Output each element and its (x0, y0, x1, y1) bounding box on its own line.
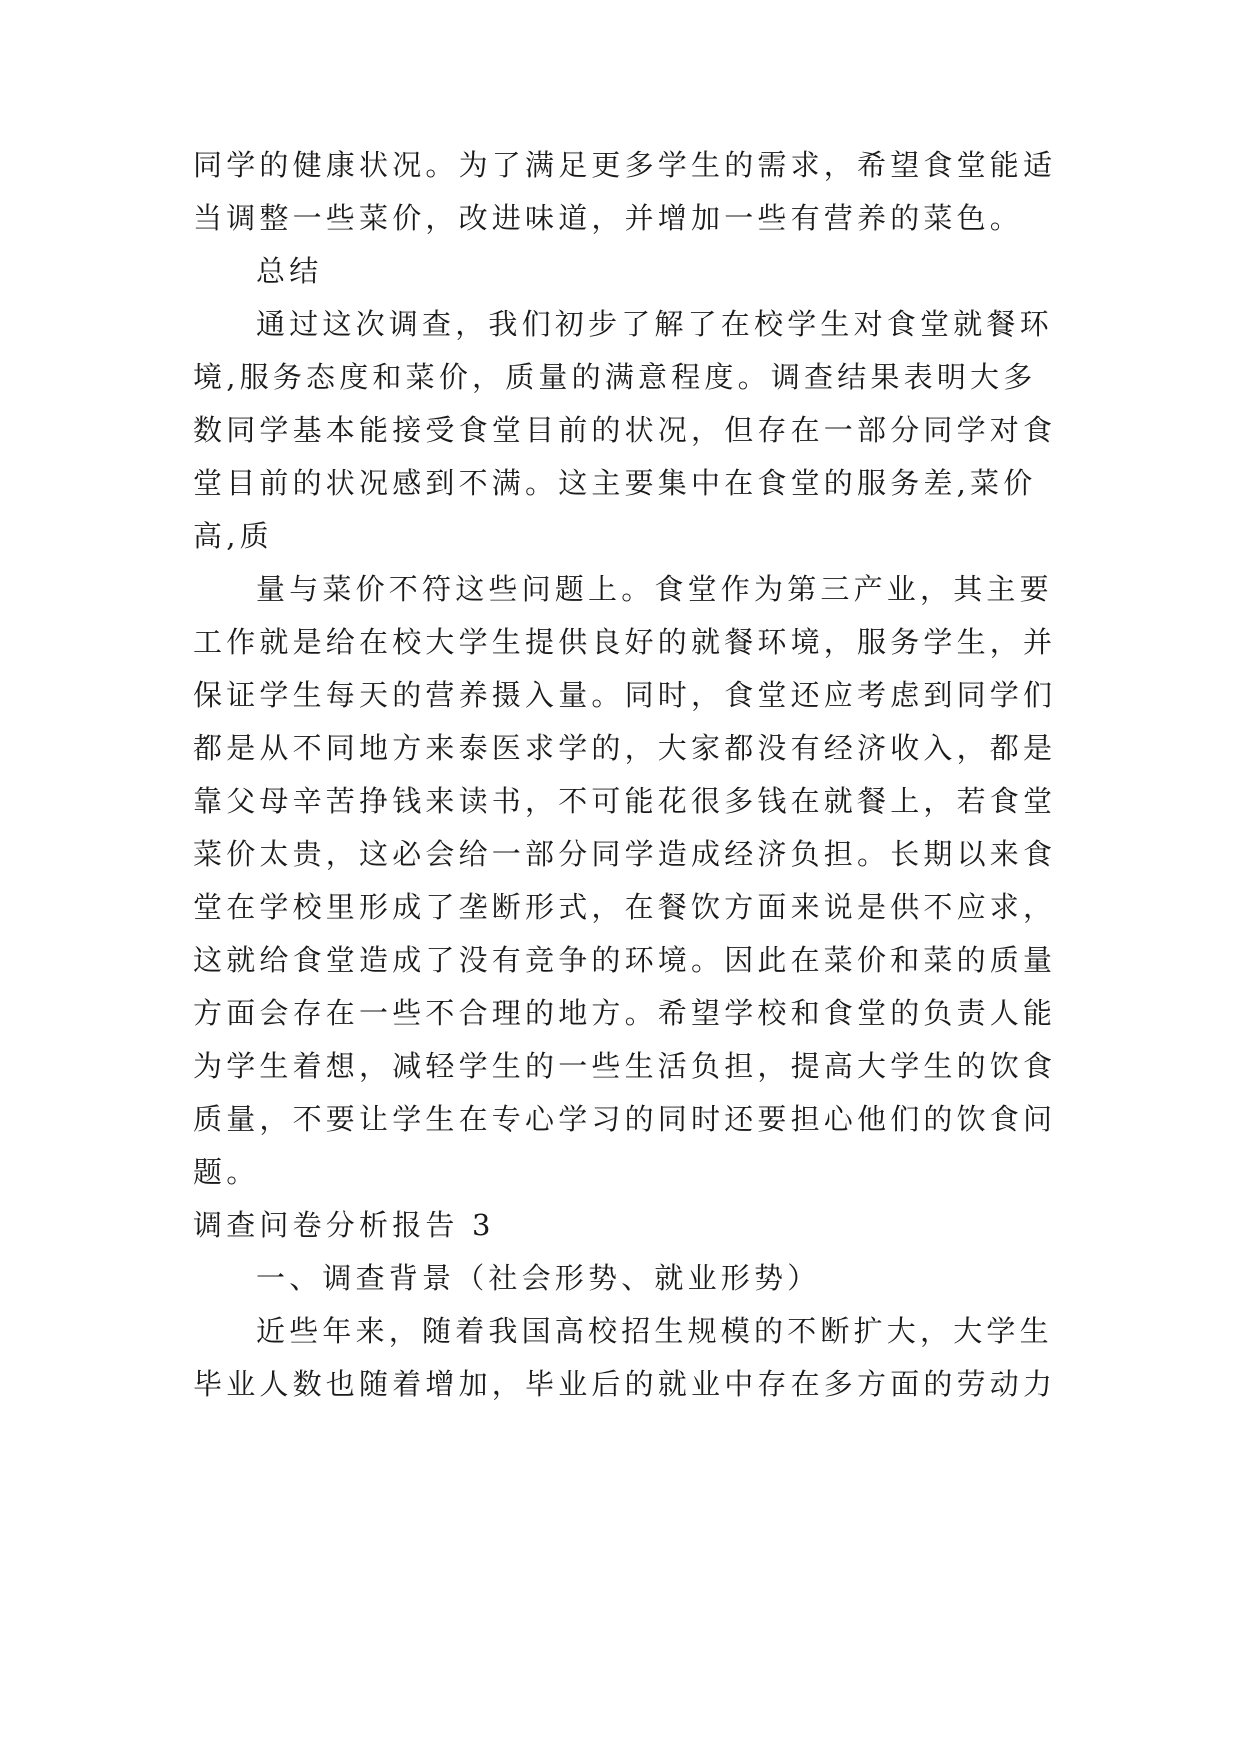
body-line: 靠父母辛苦挣钱来读书，不可能花很多钱在就餐上，若食堂 (193, 784, 1057, 818)
body-line: 通过这次调查，我们初步了解了在校学生对食堂就餐环 (256, 307, 1053, 341)
body-line: 量与菜价不符这些问题上。食堂作为第三产业，其主要 (256, 572, 1053, 606)
body-line: 都是从不同地方来泰医求学的，大家都没有经济收入，都是 (193, 731, 1057, 765)
body-line: 境,服务态度和菜价，质量的满意程度。调查结果表明大多 (193, 360, 1037, 394)
body-line: 高,质 (193, 519, 273, 553)
body-line: 题。 (193, 1155, 260, 1189)
body-line: 为学生着想，减轻学生的一些生活负担，提高大学生的饮食 (193, 1049, 1057, 1083)
section-heading-background: 一、调查背景（社会形势、就业形势） (256, 1261, 821, 1295)
body-line: 同学的健康状况。为了满足更多学生的需求，希望食堂能适 (193, 148, 1057, 182)
body-line: 这就给食堂造成了没有竞争的环境。因此在菜价和菜的质量 (193, 943, 1057, 977)
body-line: 当调整一些菜价，改进味道，并增加一些有营养的菜色。 (193, 201, 1024, 235)
body-line: 工作就是给在校大学生提供良好的就餐环境，服务学生，并 (193, 625, 1057, 659)
body-line: 方面会存在一些不合理的地方。希望学校和食堂的负责人能 (193, 996, 1057, 1030)
body-line: 堂在学校里形成了垄断形式，在餐饮方面来说是供不应求， (193, 890, 1057, 924)
body-line: 菜价太贵，这必会给一部分同学造成经济负担。长期以来食 (193, 837, 1057, 871)
section-heading-summary: 总结 (256, 254, 323, 288)
body-line: 毕业人数也随着增加，毕业后的就业中存在多方面的劳动力 (193, 1367, 1057, 1401)
body-line: 数同学基本能接受食堂目前的状况，但存在一部分同学对食 (193, 413, 1057, 447)
body-line: 保证学生每天的营养摄入量。同时，食堂还应考虑到同学们 (193, 678, 1057, 712)
body-line: 堂目前的状况感到不满。这主要集中在食堂的服务差,菜价 (193, 466, 1037, 500)
body-line: 近些年来，随着我国高校招生规模的不断扩大，大学生 (256, 1314, 1053, 1348)
report-title: 调查问卷分析报告 3 (193, 1208, 495, 1242)
body-line: 质量，不要让学生在专心学习的同时还要担心他们的饮食问 (193, 1102, 1057, 1136)
